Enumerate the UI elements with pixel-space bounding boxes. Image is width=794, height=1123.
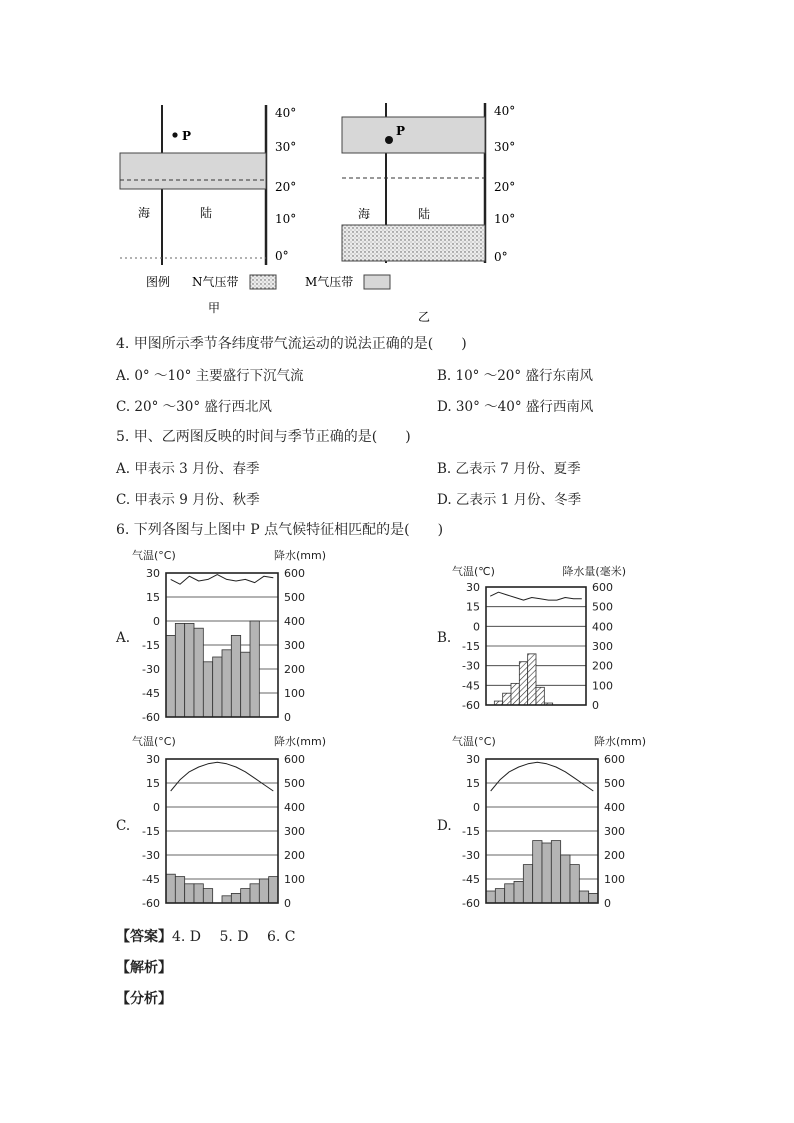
chart-c-precip-bar [241, 889, 250, 903]
question-6-stem: 6. 下列各图与上图中 P 点气候特征相匹配的是( ) [116, 522, 444, 538]
chart-d-precip-tick: 500 [604, 777, 625, 790]
chart-a-precip-bar [175, 623, 184, 717]
legend-m-label: M气压带 [305, 275, 354, 289]
label-land-right: 陆 [418, 207, 431, 221]
q4-option-c: C. 20° ～30° 盛行西北风 [116, 399, 272, 415]
chart-c-temp-tick: 30 [146, 753, 160, 766]
chart-b-temp-tick: -45 [462, 679, 480, 693]
lat-10-left: 10° [275, 212, 297, 226]
analysis-label: 【解析】 [116, 960, 172, 976]
climate-chart-a [130, 547, 330, 727]
lat-30-right: 30° [494, 140, 516, 154]
chart-b-precip-bar [503, 693, 511, 705]
chart-c-precip-bar [269, 877, 278, 903]
chart-c-precip-bar [166, 874, 175, 903]
chart-c-precip-tick: 300 [284, 825, 305, 838]
q6-option-a: A. [116, 630, 131, 646]
m-pressure-belt-left [120, 153, 266, 189]
chart-b-temp-tick: 30 [466, 581, 480, 594]
chart-c-precip-bar [185, 884, 194, 903]
chart-c-precip-tick: 400 [284, 801, 305, 814]
chart-d-precip-bar [495, 889, 504, 903]
chart-d-precip-bar [589, 893, 598, 903]
climate-chart-d [450, 733, 650, 913]
chart-c-temp-tick: -45 [142, 873, 160, 886]
chart-a-temp-tick: 30 [146, 567, 160, 580]
chart-c-temp-tick: -60 [142, 897, 160, 910]
chart-b-precip-tick: 300 [592, 640, 613, 653]
label-p-right: P [396, 124, 406, 138]
chart-b-precip-tick: 200 [592, 659, 613, 673]
chart-a-temp-tick: -30 [142, 663, 160, 676]
q4-option-d: D. 30° ～40° 盛行西南风 [437, 399, 594, 415]
label-sea-right: 海 [358, 207, 371, 221]
chart-c-precip-bar [231, 893, 240, 903]
q6-option-b: B. [437, 630, 452, 646]
legend-title: 图例 [146, 275, 171, 289]
chart-a-temp-axis-label: 气温(°C) [132, 549, 176, 562]
chart-d-precip-tick: 200 [604, 849, 625, 862]
chart-a-precip-bar [194, 628, 203, 717]
chart-b-temperature-line [490, 592, 582, 600]
chart-b-precip-bar [519, 662, 527, 705]
point-p-right [385, 136, 393, 144]
chart-c-precip-bar [175, 877, 184, 903]
chart-b-precip-bar [528, 654, 536, 705]
pressure-belt-diagrams [100, 95, 560, 325]
n-pressure-belt-right [342, 225, 485, 261]
chart-d-temperature-line [491, 762, 594, 791]
chart-a-temp-tick: -15 [142, 639, 160, 652]
chart-d-precip-bar [579, 891, 588, 903]
chart-b-precip-tick: 0 [592, 699, 599, 712]
chart-a-precip-axis-label: 降水(mm) [273, 549, 326, 562]
diagram-right [342, 103, 515, 324]
legend-m-swatch [364, 275, 390, 289]
chart-a-precip-bar [203, 662, 212, 717]
chart-b-temp-tick: -30 [462, 659, 480, 673]
lat-40-right: 40° [494, 104, 516, 118]
chart-d-temp-tick: -15 [462, 825, 480, 838]
chart-c-precip-bar [222, 896, 231, 903]
chart-c-temperature-line [171, 762, 274, 791]
chart-b-temp-tick: -15 [462, 640, 480, 653]
label-p-left: P [182, 129, 192, 143]
chart-d-precip-bar [533, 841, 542, 903]
fenxi-label: 【分析】 [116, 991, 172, 1007]
chart-c-precip-axis-label: 降水(mm) [273, 735, 326, 748]
q5-option-d: D. 乙表示 1 月份、冬季 [437, 492, 582, 508]
answer-label: 【答案】 [116, 929, 172, 945]
climate-chart-b [450, 563, 630, 713]
chart-d-precip-axis-label: 降水(mm) [593, 735, 646, 748]
chart-d-precip-bar [523, 865, 532, 903]
chart-c-precip-tick: 500 [284, 777, 305, 790]
chart-b-precip-bar [511, 683, 519, 705]
chart-a-precip-bar [241, 652, 250, 717]
chart-c-precip-tick: 0 [284, 897, 291, 910]
caption-left: 甲 [208, 301, 221, 315]
chart-a-precip-bar [185, 623, 194, 717]
chart-c-temp-tick: 0 [153, 801, 160, 814]
chart-d-precip-bar [486, 891, 495, 903]
chart-a-precip-tick: 500 [284, 591, 305, 604]
chart-a-temp-tick: 0 [153, 615, 160, 628]
answer-line [116, 926, 295, 946]
chart-d-precip-bar [542, 843, 551, 903]
chart-d-temp-tick: -60 [462, 897, 480, 910]
chart-d-precip-tick: 300 [604, 825, 625, 838]
chart-d-precip-bar [561, 855, 570, 903]
chart-a-precip-tick: 0 [284, 711, 291, 724]
q6-option-d: D. [437, 818, 452, 834]
chart-a-precip-tick: 300 [284, 639, 305, 652]
chart-d-precip-bar [505, 884, 514, 903]
chart-d-precip-tick: 0 [604, 897, 611, 910]
question-4-stem: 4. 甲图所示季节各纬度带气流运动的说法正确的是( ) [116, 336, 467, 352]
chart-a-precip-bar [222, 650, 231, 717]
chart-d-temp-tick: 15 [466, 777, 480, 790]
chart-b-temp-tick: 0 [473, 620, 480, 634]
chart-c-temp-axis-label: 气温(°C) [132, 735, 176, 748]
chart-c-precip-bar [259, 879, 268, 903]
chart-d-temp-tick: 0 [473, 801, 480, 814]
chart-a-temperature-line [171, 575, 274, 585]
q4-option-b: B. 10° ～20° 盛行东南风 [437, 368, 593, 384]
chart-c-precip-bar [194, 884, 203, 903]
chart-b-temp-tick: 15 [466, 600, 480, 614]
chart-b-precip-tick: 100 [592, 679, 613, 693]
lat-20-left: 20° [275, 180, 297, 194]
answer-values: 4. D 5. D 6. C [172, 929, 296, 945]
q5-option-c: C. 甲表示 9 月份、秋季 [116, 492, 260, 508]
lat-30-left: 30° [275, 140, 297, 154]
chart-c-temp-tick: -15 [142, 825, 160, 838]
chart-c-precip-bar [250, 884, 259, 903]
chart-d-temp-tick: -45 [462, 873, 480, 886]
chart-b-precip-tick: 600 [592, 581, 613, 594]
chart-a-precip-tick: 400 [284, 615, 305, 628]
chart-d-precip-tick: 600 [604, 753, 625, 766]
chart-b-precip-axis-label: 降水量(毫米) [562, 565, 626, 578]
chart-d-temp-tick: -30 [462, 849, 480, 862]
lat-0-left: 0° [275, 249, 289, 263]
chart-b-precip-tick: 500 [592, 600, 613, 614]
chart-a-precip-tick: 200 [284, 663, 305, 676]
chart-a-precip-tick: 600 [284, 567, 305, 580]
chart-c-precip-tick: 600 [284, 753, 305, 766]
chart-c-precip-bar [203, 889, 212, 903]
caption-right: 乙 [418, 310, 431, 324]
chart-d-precip-tick: 100 [604, 873, 625, 886]
legend-n-label: N气压带 [192, 275, 239, 289]
q6-option-c: C. [116, 818, 131, 834]
chart-b-precip-tick: 400 [592, 620, 613, 634]
q5-option-b: B. 乙表示 7 月份、夏季 [437, 461, 581, 477]
chart-a-precip-bar [213, 657, 222, 717]
q4-option-a: A. 0° ～10° 主要盛行下沉气流 [116, 368, 304, 384]
chart-a-temp-tick: -45 [142, 687, 160, 700]
chart-d-precip-bar [570, 865, 579, 903]
climate-chart-c [130, 733, 330, 913]
lat-10-right: 10° [494, 212, 516, 226]
lat-40-left: 40° [275, 106, 297, 120]
chart-b-precip-bar [536, 687, 544, 705]
chart-d-precip-tick: 400 [604, 801, 625, 814]
chart-d-precip-bar [514, 881, 523, 903]
label-land-left: 陆 [200, 206, 213, 220]
chart-a-precip-bar [250, 621, 259, 717]
chart-d-temp-tick: 30 [466, 753, 480, 766]
chart-c-precip-tick: 200 [284, 849, 305, 862]
chart-a-precip-bar [231, 635, 240, 717]
chart-c-temp-tick: -30 [142, 849, 160, 862]
chart-d-temp-axis-label: 气温(°C) [452, 735, 496, 748]
question-5-stem: 5. 甲、乙两图反映的时间与季节正确的是( ) [116, 429, 411, 445]
chart-a-precip-bar [166, 635, 175, 717]
q5-option-a: A. 甲表示 3 月份、春季 [116, 461, 260, 477]
lat-0-right: 0° [494, 250, 508, 264]
point-p-left [172, 132, 177, 137]
m-pressure-belt-right [342, 117, 485, 153]
lat-20-right: 20° [494, 180, 516, 194]
legend-n-swatch [250, 275, 276, 289]
chart-b-temp-axis-label: 气温(℃) [452, 565, 495, 578]
chart-a-temp-tick: -60 [142, 711, 160, 724]
chart-d-precip-bar [551, 841, 560, 903]
chart-b-temp-tick: -60 [462, 699, 480, 712]
chart-a-precip-tick: 100 [284, 687, 305, 700]
chart-c-temp-tick: 15 [146, 777, 160, 790]
chart-c-precip-tick: 100 [284, 873, 305, 886]
label-sea-left: 海 [138, 206, 151, 220]
chart-a-temp-tick: 15 [146, 591, 160, 604]
